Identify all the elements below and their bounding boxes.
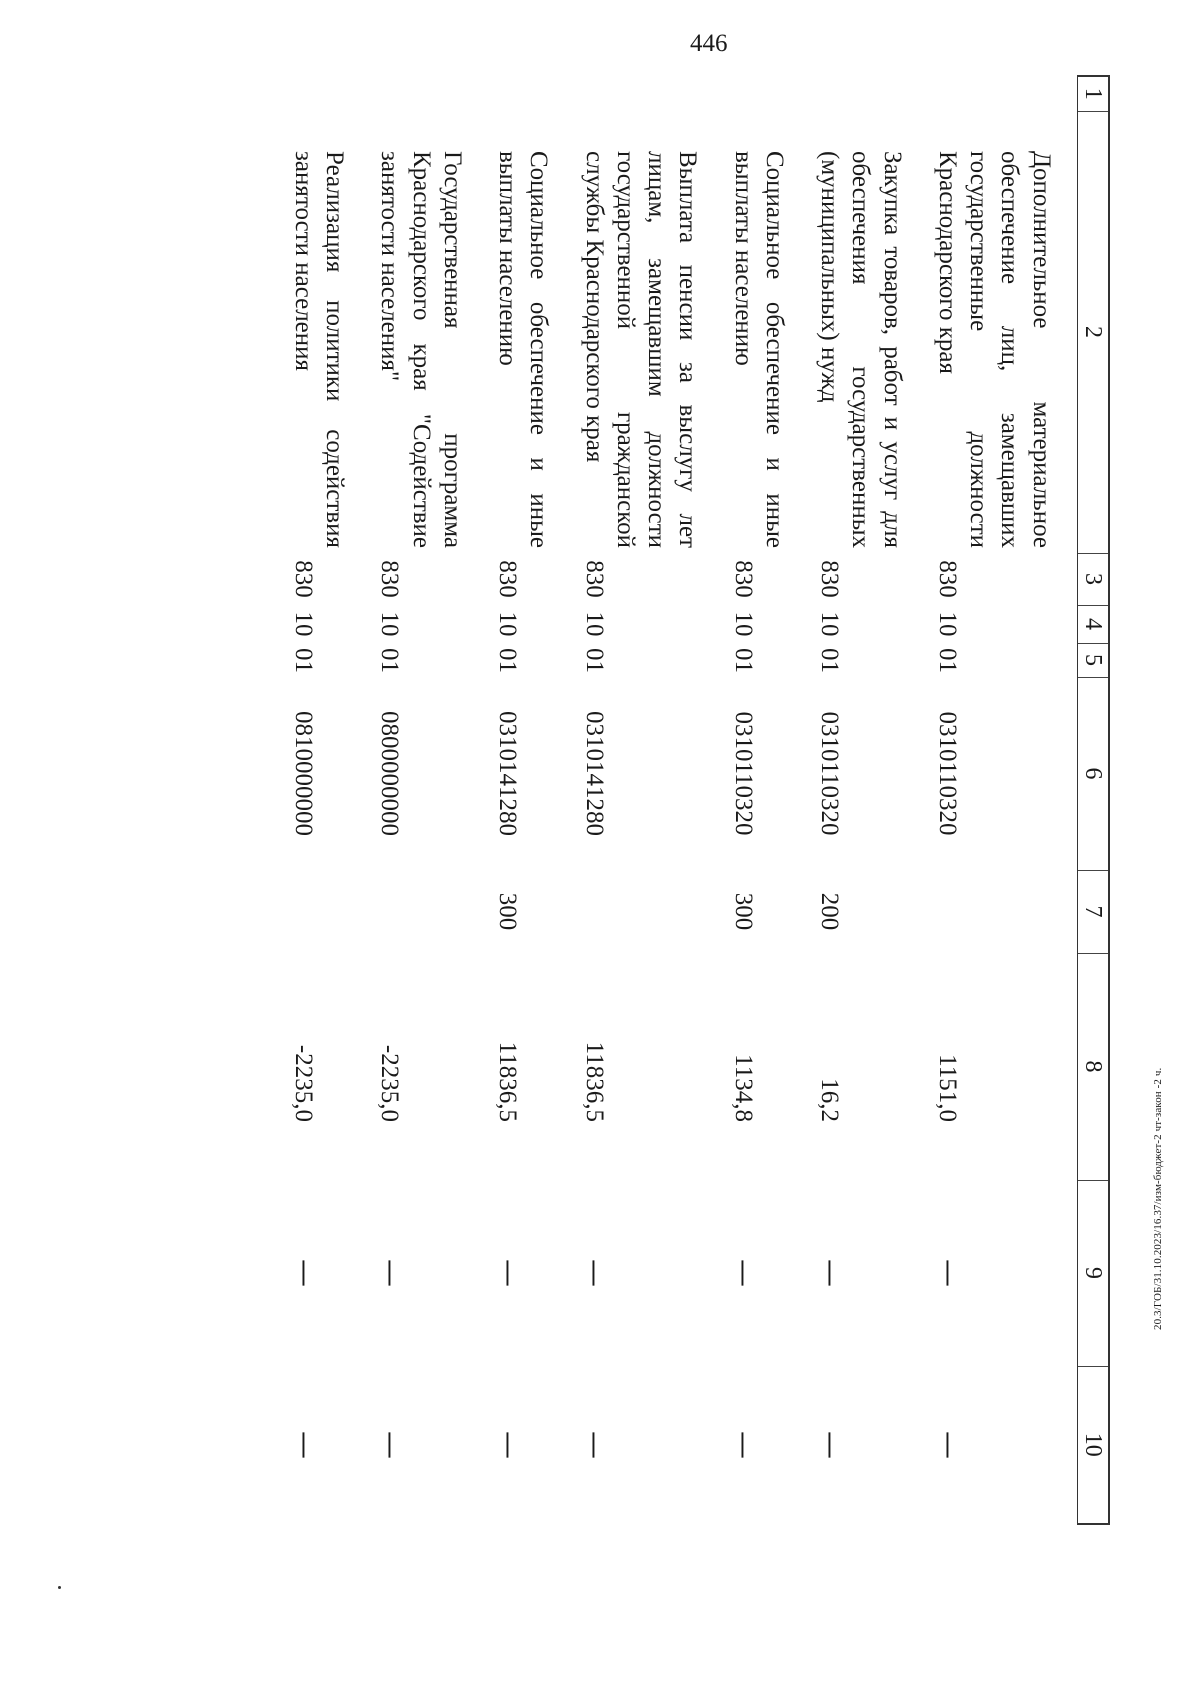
header-col-2: 2 bbox=[1077, 111, 1109, 553]
cell-c5: 01 bbox=[729, 648, 757, 673]
header-col-1: 1 bbox=[1077, 76, 1109, 111]
document-stamp: 20.3/ГОБ/31.10.2023/16.37/изм-бюджет-2 чт-закон -2 ч. bbox=[1152, 1067, 1164, 1330]
scan-speck bbox=[58, 1586, 61, 1589]
row-number-cell bbox=[370, 76, 488, 111]
row-name: Государственная программа Краснодарского края "Содействие занятости населения" bbox=[376, 151, 466, 548]
row-name: Реализация политики содействия занятости населения bbox=[289, 151, 349, 548]
row-number-cell bbox=[810, 76, 928, 111]
cell-c10: — bbox=[375, 1431, 409, 1459]
budget-table bbox=[284, 75, 1110, 1525]
cell-c3: 830 bbox=[494, 560, 522, 598]
row-number-cell bbox=[574, 76, 723, 111]
header-col-9: 9 bbox=[1077, 1180, 1109, 1366]
row-number-cell bbox=[723, 76, 810, 111]
header-col-10: 10 bbox=[1077, 1366, 1109, 1524]
cell-c10: — bbox=[814, 1431, 848, 1459]
header-col-8: 8 bbox=[1077, 953, 1109, 1180]
cell-c10: — bbox=[579, 1431, 613, 1459]
cell-c10: — bbox=[932, 1431, 966, 1459]
row-name: Социальное обеспечение и иные выплаты населению bbox=[494, 151, 553, 548]
cell-c4: 10 bbox=[376, 611, 404, 637]
cell-c10: — bbox=[492, 1431, 526, 1459]
cell-c10: — bbox=[728, 1431, 762, 1459]
cell-c7 bbox=[574, 870, 723, 953]
cell-c7: 300 bbox=[729, 892, 757, 931]
cell-c6: 0310110320 bbox=[729, 711, 757, 836]
cell-c8: -2235,0 bbox=[376, 1044, 404, 1122]
row-number-cell bbox=[928, 76, 1078, 111]
cell-c7 bbox=[928, 870, 1078, 953]
cell-c9: — bbox=[288, 1259, 322, 1287]
cell-c6: 0810000000 bbox=[289, 711, 317, 836]
cell-c7: 200 bbox=[816, 892, 844, 931]
cell-c5: 01 bbox=[289, 648, 317, 673]
cell-c6: 0310141280 bbox=[494, 711, 522, 836]
cell-c4: 10 bbox=[494, 611, 522, 637]
cell-c4: 10 bbox=[289, 611, 317, 637]
cell-c6: 0310110320 bbox=[816, 711, 844, 836]
cell-c4: 10 bbox=[933, 611, 961, 637]
header-col-3: 3 bbox=[1077, 553, 1109, 605]
cell-c4: 10 bbox=[816, 611, 844, 637]
table-row bbox=[284, 76, 371, 1524]
cell-c3: 830 bbox=[729, 560, 757, 598]
cell-c5: 01 bbox=[816, 648, 844, 673]
table-row bbox=[488, 76, 575, 1524]
cell-c8: 11836,5 bbox=[494, 1041, 522, 1122]
table-row bbox=[723, 76, 810, 1524]
cell-c5: 01 bbox=[580, 648, 608, 673]
cell-c5: 01 bbox=[933, 648, 961, 673]
table-row bbox=[928, 76, 1078, 1524]
row-name: Закупка товаров, работ и услуг для обеспечения государственных (муниципальных) нужд bbox=[816, 151, 906, 548]
cell-c3: 830 bbox=[816, 560, 844, 598]
header-col-7: 7 bbox=[1077, 870, 1109, 953]
row-number-cell bbox=[488, 76, 575, 111]
cell-c8: 16,2 bbox=[816, 1078, 844, 1122]
cell-c3: 830 bbox=[289, 560, 317, 598]
header-col-4: 4 bbox=[1077, 605, 1109, 643]
cell-c9: — bbox=[728, 1259, 762, 1287]
cell-c3: 830 bbox=[580, 560, 608, 598]
cell-c8: 11836,5 bbox=[580, 1041, 608, 1122]
page-number: 446 bbox=[690, 30, 728, 57]
cell-c9: — bbox=[375, 1259, 409, 1287]
cell-c5: 01 bbox=[494, 648, 522, 673]
cell-c3: 830 bbox=[933, 560, 961, 598]
cell-c6: 0310141280 bbox=[580, 711, 608, 836]
table-row bbox=[574, 76, 723, 1524]
cell-c8: 1151,0 bbox=[933, 1054, 961, 1122]
row-number-cell bbox=[284, 76, 371, 111]
cell-c6: 0310110320 bbox=[933, 711, 961, 836]
row-name: Выплата пенсии за выслугу лет лицам, замещавшим должности государственной гражданской службы Краснодарского края bbox=[580, 151, 702, 548]
cell-c9: — bbox=[492, 1259, 526, 1287]
table-header-row bbox=[1077, 76, 1109, 1524]
cell-c4: 10 bbox=[729, 611, 757, 637]
cell-c10: — bbox=[288, 1431, 322, 1459]
cell-c7 bbox=[370, 870, 488, 953]
cell-c7: 300 bbox=[494, 892, 522, 931]
cell-c9: — bbox=[932, 1259, 966, 1287]
header-col-5: 5 bbox=[1077, 643, 1109, 677]
cell-c9: — bbox=[814, 1259, 848, 1287]
cell-c9: — bbox=[579, 1259, 613, 1287]
row-name: Дополнительное материальное обеспечение лиц, замещавших государственные должности Краснодарского края bbox=[933, 151, 1055, 548]
table-row bbox=[810, 76, 928, 1524]
cell-c7 bbox=[284, 870, 371, 953]
cell-c5: 01 bbox=[376, 648, 404, 673]
rotated-table-container bbox=[180, 75, 1110, 1523]
header-col-6: 6 bbox=[1077, 677, 1109, 870]
row-name: Социальное обеспечение и иные выплаты населению bbox=[729, 151, 788, 548]
cell-c4: 10 bbox=[580, 611, 608, 637]
cell-c8: 1134,8 bbox=[729, 1054, 757, 1122]
cell-c6: 0800000000 bbox=[376, 711, 404, 836]
cell-c3: 830 bbox=[376, 560, 404, 598]
cell-c8: -2235,0 bbox=[289, 1044, 317, 1122]
table-row bbox=[370, 76, 488, 1524]
